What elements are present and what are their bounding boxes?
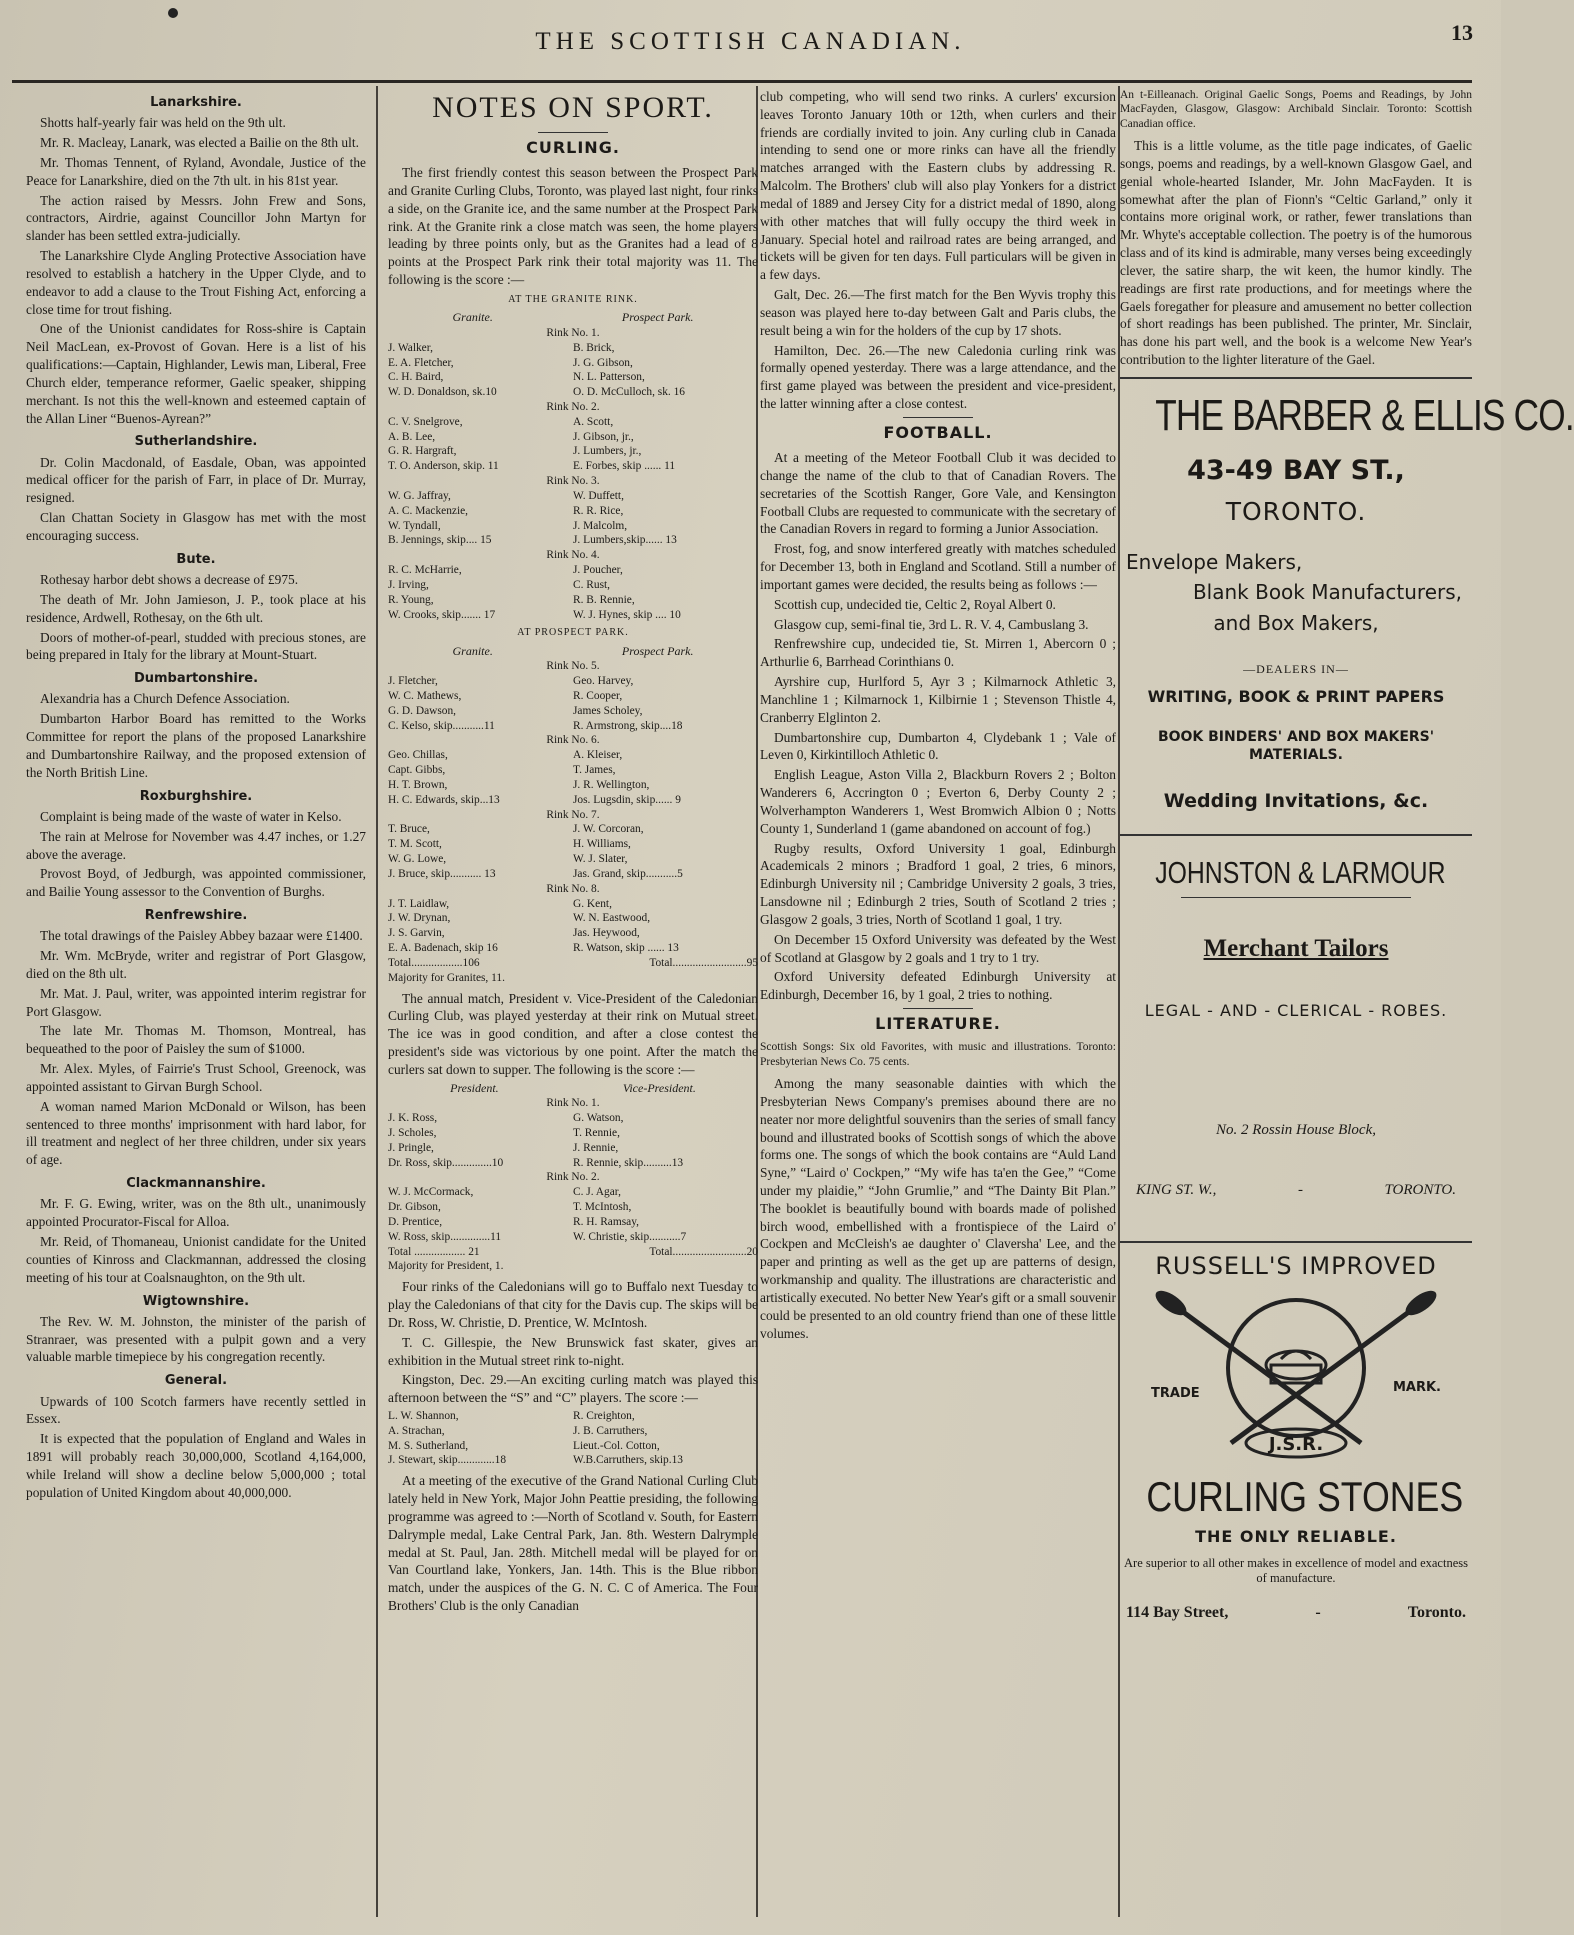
ad-johnston-larmour xyxy=(1120,852,1472,1201)
rink-right-team xyxy=(573,1111,758,1170)
total-right: Total..........................95 xyxy=(649,956,758,969)
ad-city: TORONTO. xyxy=(1384,1181,1456,1198)
article-paragraph: Hamilton, Dec. 26.—The new Caledonia curling rink was formally opened yesterday. There was a large attendance, and the first game played was between the president and vice-president, the latter winning after a close contest. xyxy=(760,342,1116,412)
literature-heading: LITERATURE. xyxy=(875,1014,1001,1034)
ad-address-line xyxy=(1120,1602,1472,1623)
trade-mark-logo xyxy=(1131,1293,1461,1463)
section-heading: Lanarkshire. xyxy=(150,95,242,110)
section-heading: Wigtownshire. xyxy=(142,1293,250,1309)
player-name: R. Creighton, xyxy=(573,1409,635,1422)
news-item: Provost Boyd, of Jedburgh, was appointed commissioner, and Bailie Young assessor to the Convention of Burghs. xyxy=(26,866,366,900)
rink-label: Rink No. 7. xyxy=(546,808,600,821)
ad-city: Toronto. xyxy=(1407,1603,1466,1621)
ad-russell-curling xyxy=(1120,1251,1472,1623)
ad-dash: - xyxy=(1297,1181,1303,1198)
rink-label: Rink No. 5. xyxy=(546,660,600,673)
ad-street: KING ST. W., xyxy=(1136,1181,1217,1198)
book-title: An t-Eilleanach. Original Gaelic Songs, Poems and Readings, by John MacFayden, Glasgow, Glasgow: Archibald Sinclair. Toronto: Scottish Canadian office. xyxy=(1120,89,1472,130)
player-name: A. B. Lee, xyxy=(388,430,436,443)
score-table-prospect xyxy=(388,644,758,986)
page-number: 13 xyxy=(1451,20,1473,45)
team-label: Prospect Park. xyxy=(621,643,694,658)
player-name: J. Walker, xyxy=(388,341,433,354)
total-left: Total .................. 21 xyxy=(388,1245,480,1258)
column-notes-on-sport xyxy=(388,88,758,1919)
player-name: H. C. Edwards, skip...13 xyxy=(388,793,500,806)
score-table-caledonian xyxy=(388,1081,758,1275)
player-name: J. K. Ross, xyxy=(388,1112,438,1125)
ad-barber-ellis xyxy=(1120,387,1574,814)
ad-robes: LEGAL - AND - CLERICAL - ROBES. xyxy=(1144,1000,1448,1020)
news-item: English League, Aston Villa 2, Blackburn Rovers 2 ; Bolton Wanderers 6, Accrington 0 ; Everton 6, Derby County 2 ; Wolverhampton Wanderers 1, West Bromwich Albion 0 ; Notts County 1, Sunderland 1 (game abandoned on account of fog.) xyxy=(760,767,1116,836)
player-name: T. M. Scott, xyxy=(388,838,442,851)
player-name: J. W. Corcoran, xyxy=(573,823,644,836)
total-left: Total..................106 xyxy=(388,956,480,969)
player-name: J. W. Drynan, xyxy=(388,912,451,925)
rink-lineup xyxy=(388,897,758,956)
rink-left-team xyxy=(388,341,573,400)
rink-lineup xyxy=(388,415,758,474)
ad-line: Envelope Makers, xyxy=(1126,549,1303,574)
news-item: Dr. Colin Macdonald, of Easdale, Oban, was appointed medical officer for the parish of Farr, in place of Dr. Murray, resigned. xyxy=(26,454,366,506)
player-name: A. Scott, xyxy=(573,415,614,428)
column-rule xyxy=(376,86,378,1917)
rink-label: Rink No. 1. xyxy=(546,326,600,339)
player-name: W. Tyndall, xyxy=(388,519,441,532)
rink-left-team xyxy=(388,674,573,733)
player-name: R. H. Ramsay, xyxy=(573,1215,640,1228)
news-item: Mr. Thomas Tennent, of Ryland, Avondale, Justice of the Peace for Lanarkshire, died on the 7th ult. in his 81st year. xyxy=(26,154,366,188)
rink-right-team xyxy=(573,341,758,400)
player-name: J. G. Gibson, xyxy=(573,356,633,369)
player-name: D. Prentice, xyxy=(388,1215,443,1228)
section-heading: Clackmannanshire. xyxy=(126,1176,266,1192)
ad-curling-stones: CURLING STONES xyxy=(1146,1472,1464,1520)
player-name: H. T. Brown, xyxy=(388,778,448,791)
player-name: A. C. Mackenzie, xyxy=(388,504,469,517)
article-paragraph: Galt, Dec. 26.—The first match for the Ben Wyvis trophy this season was played here to-day between Galt and Paris clubs, the result being a win for the holders of the cup by 17 shots. xyxy=(760,287,1116,338)
news-item: The action raised by Messrs. John Frew and Sons, contractors, Airdrie, against Councillor John Martyn for slander has been settled extra-judicially. xyxy=(26,192,366,244)
section-heading: Roxburghshire. xyxy=(139,788,253,804)
venue-heading: AT PROSPECT PARK. xyxy=(517,627,629,639)
rink-label: Rink No. 2. xyxy=(546,1171,600,1184)
article-paragraph: This is a little volume, as the title page indicates, of Gaelic songs, poems and readings, by a well-known Glasgow Gael, and genial whole-hearted Islander, Mr. John MacFayden. It is somewhat after the plan of Fionn's “Celtic Garland,” only it contains more original work, or rather, fewer translations than Mr. Whyte's acceptable collection. The poetry is of the humorous class and of its kind is admirable, many verses being exceedingly clever, the satire sharp, the wit keen, the humor kindly. The readings are first rate productions, and for meetings where the Gaels foregather for pleasure and amusement no better collection of short readings has been published. The printer, Mr. Sinclair, has done his part well, and the book is a welcome New Year's contribution to the lighter literature of the Gael. xyxy=(1120,138,1472,368)
article-paragraph: Frost, fog, and snow interfered greatly with matches scheduled for December 13, both in England and Scotland. Still a number of important games were decided, the results being as follows :— xyxy=(760,541,1116,592)
team-label: President. xyxy=(450,1080,499,1095)
section-heading: Dumbartonshire. xyxy=(133,671,259,687)
news-item: Scottish cup, undecided tie, Celtic 2, Royal Albert 0. xyxy=(774,596,1056,612)
news-item: Renfrewshire cup, undecided tie, St. Mirren 1, Abercorn 0 ; Arthurlie 6, Barrhead Corinthians 0. xyxy=(760,636,1116,670)
player-name: J. Fletcher, xyxy=(388,675,438,688)
player-name: R. C. McHarrie, xyxy=(388,564,462,577)
player-name: Lieut.-Col. Cotton, xyxy=(573,1439,660,1452)
player-name: C. Rust, xyxy=(573,578,611,591)
player-name: Dr. Gibson, xyxy=(388,1201,441,1214)
rink-left-team xyxy=(388,897,573,956)
news-item: Mr. F. G. Ewing, writer, was on the 8th ult., unanimously appointed Procurator-Fiscal for Alloa. xyxy=(26,1196,366,1230)
article-paragraph: At a meeting of the Meteor Football Club it was decided to change the name of the club to that of Canadian Rovers. The secretaries of the Scottish Ranger, Gore Vale, and Kensington Football Clubs are requested to communicate with the secretary of the Canadian Rovers in regard to forming a Junior Association. xyxy=(760,450,1116,537)
rink-lineup xyxy=(388,822,758,881)
player-name: W. N. Eastwood, xyxy=(573,912,651,925)
player-name: W. Christie, skip...........7 xyxy=(573,1230,687,1243)
news-item: Dumbarton Harbor Board has remitted to the Works Committee for report the plans of the proposed Lanarkshire and Dumbartonshire Railway, and the proposed extension of the North British Line. xyxy=(26,711,366,780)
player-name: E. Forbes, skip ...... 11 xyxy=(573,460,676,473)
rink-left-team xyxy=(388,822,573,881)
player-name: W. J. Hynes, skip .... 10 xyxy=(573,608,681,621)
news-item: The total drawings of the Paisley Abbey bazaar were £1400. xyxy=(40,928,363,944)
player-name: Dr. Ross, skip..............10 xyxy=(388,1156,504,1169)
article-paragraph: The annual match, President v. Vice-President of the Caledonian Curling Club, was played yesterday at their rink on Mutual street. The ice was in good condition, and after a close contest the president's side was victorious by one point. After the match the curlers sat down to supper. The following is the score :— xyxy=(388,990,758,1077)
player-name: R. Armstrong, skip....18 xyxy=(573,719,683,732)
score-table-granite xyxy=(388,310,758,622)
news-item: It is expected that the population of England and Wales in 1891 will probably reach 30,000,000, Scotland 4,164,000, while Ireland will show a decline below 5,000,000 ; total population of United Kingdom about 40,000,000. xyxy=(26,1431,366,1500)
divider xyxy=(538,132,608,133)
venue-heading: AT THE GRANITE RINK. xyxy=(508,293,638,305)
player-name: J. Poucher, xyxy=(573,564,623,577)
rink-label: Rink No. 2. xyxy=(546,400,600,413)
ad-wedding: Wedding Invitations, &c. xyxy=(1163,789,1429,812)
player-name: N. L. Patterson, xyxy=(573,371,645,384)
rink-label: Rink No. 1. xyxy=(546,1097,600,1110)
ad-city: TORONTO. xyxy=(1225,497,1367,527)
player-name: R. Cooper, xyxy=(573,689,623,702)
news-item: Clan Chattan Society in Glasgow has met with the most encouraging success. xyxy=(26,510,366,543)
player-name: J. Lumbers,skip...... 13 xyxy=(573,534,677,547)
section-heading: Bute. xyxy=(176,551,216,567)
divider xyxy=(903,417,973,418)
team-label: Prospect Park. xyxy=(621,310,694,325)
player-name: A. Strachan, xyxy=(388,1424,445,1437)
football-heading: FOOTBALL. xyxy=(883,422,993,442)
player-name: C. Kelso, skip...........11 xyxy=(388,719,495,732)
article-paragraph: At a meeting of the executive of the Grand National Curling Club lately held in New York, Major John Peattie presiding, the following programme was agreed to :—North of Scotland v. South, for Eastern Dalrymple medal, Lake Central Park, Jan. 8th. Western Dalrymple medal at St. Paul, Jan. 28th. Mitchell medal will be played for on Van Courtland lake, Yonkers, Jan. 14th. This is the Blue ribbon match, under the auspices of the G. N. C. C of America. The Four Brothers' Club is the only Canadian xyxy=(388,1473,758,1614)
player-name: Jas. Grand, skip...........5 xyxy=(573,867,683,880)
news-item: Rothesay harbor debt shows a decrease of £975. xyxy=(40,572,299,588)
rink-right-team xyxy=(573,748,758,807)
ad-rule xyxy=(1120,1241,1472,1243)
player-name: O. D. McCulloch, sk. 16 xyxy=(573,386,686,399)
score-total xyxy=(388,1245,758,1260)
column-literature-ads xyxy=(1120,88,1574,1919)
article-paragraph: Four rinks of the Caledonians will go to Buffalo next Tuesday to play the Caledonians of that city for the Davis cup. The skips will be Dr. Ross, W. Christie, D. Prentice, W. McIntosh. xyxy=(388,1279,758,1330)
player-name: J. Lumbers, jr., xyxy=(573,445,642,458)
player-name: W. G. Lowe, xyxy=(388,853,447,866)
player-name: Geo. Harvey, xyxy=(573,675,634,688)
rink-lineup xyxy=(388,1111,758,1170)
ad-superior: Are superior to all other makes in excellence of model and exactness of manufacture. xyxy=(1124,1555,1468,1585)
article-paragraph: T. C. Gillespie, the New Brunswick fast skater, gives an exhibition in the Mutual street rink to-night. xyxy=(388,1334,758,1368)
news-item: The late Mr. Thomas M. Thomson, Montreal, has bequeathed to the poor of Paisley the sum of $1000. xyxy=(26,1023,366,1057)
news-item: Glasgow cup, semi-final tie, 3rd L. R. V. 4, Cambuslang 3. xyxy=(774,616,1089,632)
rink-right-team xyxy=(573,674,758,733)
rink-lineup xyxy=(388,1185,758,1244)
news-item: On December 15 Oxford University was defeated by the West of Scotland at Glasgow by 2 goals and 1 try to 1 try. xyxy=(760,931,1116,965)
divider xyxy=(903,1008,973,1009)
player-name: R. Rennie, skip..........13 xyxy=(573,1156,684,1169)
player-name: W. C. Mathews, xyxy=(388,689,462,702)
news-item: Dumbartonshire cup, Dumbarton 4, Clydebank 1 ; Vale of Leven 0, Kirkintilloch Athletic 0. xyxy=(760,729,1116,763)
section-heading: Renfrewshire. xyxy=(144,908,248,924)
player-name: E. A. Badenach, skip 16 xyxy=(388,942,498,955)
player-name: J. Stewart, skip.............18 xyxy=(388,1454,507,1467)
news-item: Upwards of 100 Scotch farmers have recently settled in Essex. xyxy=(26,1393,366,1427)
player-name: Jos. Lugsdin, skip...... 9 xyxy=(573,793,681,806)
news-item: Mr. Mat. J. Paul, writer, was appointed interim registrar for Port Glasgow. xyxy=(26,985,366,1019)
player-name: T. O. Anderson, skip. 11 xyxy=(388,460,499,473)
player-name: J. S. Garvin, xyxy=(388,927,445,940)
player-name: G. D. Dawson, xyxy=(388,704,457,717)
player-name: C. V. Snelgrove, xyxy=(388,415,463,428)
player-name: R. Young, xyxy=(388,593,434,606)
ad-dash: - xyxy=(1315,1603,1321,1621)
player-name: C. J. Agar, xyxy=(573,1186,621,1199)
total-right: Total..........................20 xyxy=(649,1245,758,1258)
rink-label: Rink No. 6. xyxy=(546,734,600,747)
rink-lineup xyxy=(388,748,758,807)
news-item: Alexandria has a Church Defence Association. xyxy=(40,691,290,707)
player-name: W. J. Slater, xyxy=(573,853,628,866)
player-name: W.B.Carruthers, skip.13 xyxy=(573,1454,683,1467)
curling-heading: CURLING. xyxy=(526,137,620,157)
player-name: J. Bruce, skip........... 13 xyxy=(388,867,496,880)
trade-label: TRADE xyxy=(1151,1385,1200,1401)
ad-rule xyxy=(1120,377,1472,379)
news-item: Oxford University defeated Edinburgh University at Edinburgh, December 16, by 1 goal, 2 tries to nothing. xyxy=(760,969,1116,1003)
news-item: The rain at Melrose for November was 4.47 inches, or 1.27 above the average. xyxy=(26,828,366,862)
news-item: Mr. Wm. McBryde, writer and registrar of Port Glasgow, died on the 8th ult. xyxy=(26,948,366,981)
player-name: G. R. Hargraft, xyxy=(388,445,457,458)
ad-address: No. 2 Rossin House Block, xyxy=(1216,1121,1376,1138)
ad-papers: WRITING, BOOK & PRINT PAPERS xyxy=(1147,687,1445,707)
news-item: The Rev. W. M. Johnston, the minister of the parish of Stranraer, was presented with a pulpit gown and a very valuable marble timepiece by his congregation recently. xyxy=(26,1313,366,1365)
player-name: Jas. Heywood, xyxy=(573,927,640,940)
news-item: The death of Mr. John Jamieson, J. P., took place at his residence, Ardwell, Rothesay, on the 6th ult. xyxy=(26,591,366,625)
score-total xyxy=(388,956,758,971)
player-name: R. R. Rice, xyxy=(573,504,624,517)
player-name: B. Brick, xyxy=(573,341,615,354)
player-name: T. McIntosh, xyxy=(573,1201,632,1214)
player-name: J. Scholes, xyxy=(388,1126,437,1139)
rink-label: Rink No. 3. xyxy=(546,475,600,488)
column-sport-continued xyxy=(760,88,1116,1919)
rink-right-team xyxy=(573,897,758,956)
team-label: Vice-President. xyxy=(622,1080,696,1095)
news-item: Doors of mother-of-pearl, studded with precious stones, are being prepared in Italy for the library at Mount-Stuart. xyxy=(26,629,366,663)
player-name: W. G. Jaffray, xyxy=(388,489,451,502)
rink-label: Rink No. 4. xyxy=(546,549,600,562)
player-name: A. Kleiser, xyxy=(573,749,623,762)
ad-merchant-tailors: Merchant Tailors xyxy=(1203,935,1389,963)
ad-title: JOHNSTON & LARMOUR xyxy=(1155,855,1446,891)
article-paragraph: Among the many seasonable dainties with which the Presbyterian News Company's premises abound there are no neater nor more delightful souvenirs than the series of small fancy bound and illustrated books of Scottish songs of which the above forms one. The songs of which the book contains are “Auld Land Syne,” “Laird o' Cockpen,” “My wife has ta'en the Gee,” “Come under my plaidie,” “John Grumlie,” and “The Dainty Bit Plan.” The booklet is beautifully bound with boards made of polished birch wood, embellished with a frontispiece of the Laird o' Cockpen and McCleish's ae daughter o' Claversha' Lee, and the paper and printing as well as the get up are patterns of design, workmanship and quality. The illustrations are characteristic and artistically executed. No better New Year's gift or a small souvenir could be presented to an old country friend than one of these little volumes. xyxy=(760,1076,1116,1341)
column-county-news xyxy=(26,88,366,1919)
ad-underline xyxy=(1181,897,1411,898)
player-name: R. Watson, skip ...... 13 xyxy=(573,942,679,955)
rink-left-team xyxy=(388,1111,573,1170)
rink-lineup xyxy=(388,341,758,400)
player-name: W. Duffett, xyxy=(573,489,624,502)
ad-street-line xyxy=(1120,1181,1472,1201)
player-name: W. J. McCormack, xyxy=(388,1186,474,1199)
rink-lineup xyxy=(388,489,758,548)
news-item: Complaint is being made of the waste of water in Kelso. xyxy=(40,808,342,824)
team-label: Granite. xyxy=(452,310,493,325)
ad-line: and Box Makers, xyxy=(1213,610,1379,635)
rink-right-team xyxy=(573,822,758,881)
rink-right-team xyxy=(573,415,758,474)
ad-title: THE BARBER & ELLIS CO. xyxy=(1155,390,1574,440)
player-name: Geo. Chillas, xyxy=(388,749,448,762)
rink-left-team xyxy=(388,489,573,548)
player-name: M. S. Sutherland, xyxy=(388,1439,469,1452)
ad-line: Blank Book Manufacturers, xyxy=(1192,580,1462,605)
player-name: James Scholey, xyxy=(573,704,643,717)
ad-address: 43-49 BAY ST., xyxy=(1187,455,1405,487)
initials-label: J.S.R. xyxy=(1268,1433,1324,1455)
player-name: W. Ross, skip..............11 xyxy=(388,1230,502,1243)
article-paragraph: Kingston, Dec. 29.—An exciting curling match was played this afternoon between the “S” and “C” players. The score :— xyxy=(388,1372,758,1406)
player-name: G. Watson, xyxy=(573,1112,624,1125)
player-name: T. Rennie, xyxy=(573,1126,620,1139)
player-name: R. B. Rennie, xyxy=(573,593,635,606)
rink-right-team xyxy=(573,489,758,548)
news-item: A woman named Marion McDonald or Wilson, has been sentenced to three months' imprisonment with hard labor, for ill treatment and neglect of her three children, under six years of age. xyxy=(26,1098,366,1168)
player-name: J. T. Laidlaw, xyxy=(388,897,450,910)
player-name: C. H. Baird, xyxy=(388,371,444,384)
player-name: L. W. Shannon, xyxy=(388,1409,459,1422)
section-heading: Sutherlandshire. xyxy=(134,434,258,450)
ad-street: 114 Bay Street, xyxy=(1126,1603,1229,1621)
rink-lineup xyxy=(388,563,758,622)
news-item: Mr. Reid, of Thomaneau, Unionist candidate for the United counties of Kinross and Clackmannan, addressed the closing meeting of his tour at Coalsnaughton, on the 9th ult. xyxy=(26,1234,366,1285)
ad-only-reliable: THE ONLY RELIABLE. xyxy=(1195,1527,1397,1547)
news-item: Rugby results, Oxford University 1 goal, Edinburgh Academicals 2 minors ; Bradford 1 goal, 2 tries, 6 minors, Edinburgh University nil ; Cambridge University 2 goals, 3 tries, Lansdowne nil ; Edinburgh 2 tries, South of Scotland 2 tries ; Glasgow 2 goals, 3 tries, North of Scotland 1 goal, 1 try. xyxy=(760,840,1116,927)
news-item: The Lanarkshire Clyde Angling Protective Association have resolved to establish a hatchery in the Upper Clyde, and to endeavor to add a clause to the Trout Fishing Act, enforcing a close time for trout fishing. xyxy=(26,248,366,317)
score-table-kingston xyxy=(388,1409,758,1468)
rink-right-team xyxy=(573,563,758,622)
mark-label: MARK. xyxy=(1392,1379,1441,1395)
news-item: Mr. R. Macleay, Lanark, was elected a Bailie on the 8th ult. xyxy=(40,135,359,151)
news-item: One of the Unionist candidates for Ross-shire is Captain Neil MacLean, ex-Provost of Govan. Here is a list of his qualifications:—Captain, Highlander, Lewis man, Liberal, Free Church elder, temperance reformer, Gaelic speaker, shipping merchant. Is not this the well-known and esteemed captain of the Allan Liner “Buenos-Ayrean?” xyxy=(26,321,366,426)
rink-left-team xyxy=(388,563,573,622)
player-name: J. Pringle, xyxy=(388,1141,434,1154)
news-item: Shotts half-yearly fair was held on the 9th ult. xyxy=(40,115,286,131)
article-paragraph: club competing, who will send two rinks. A curlers' excursion leaves Toronto January 10th or 12th, when curlers and their friends are cordially invited to join. Any curling club in Canada intending to send one or more rinks can have all the friendly matches arranged with the Eastern clubs by addressing R. Malcolm. The Brothers' club will also play Yonkers for a district medal of 1889 and Jersey City for a district medal of 1890, along with other matches that will fully occupy the third week in January. Special hotel and railroad rates are being arranged, and tickets will be given for ten days. Full particulars will be given in a few days. xyxy=(760,89,1116,283)
player-name: T. James, xyxy=(573,764,616,777)
team-label: Granite. xyxy=(452,643,493,658)
ink-spot xyxy=(168,8,178,18)
masthead: THE SCOTTISH CANADIAN. xyxy=(535,28,966,55)
player-name: J. B. Carruthers, xyxy=(573,1424,648,1437)
player-name: W. D. Donaldson, sk.10 xyxy=(388,386,497,399)
rink-left-team xyxy=(388,748,573,807)
section-heading: General. xyxy=(164,1373,228,1389)
player-name: E. A. Fletcher, xyxy=(388,356,454,369)
player-name: B. Jennings, skip.... 15 xyxy=(388,534,492,547)
rink-label: Rink No. 8. xyxy=(546,882,600,895)
player-name: Capt. Gibbs, xyxy=(388,764,446,777)
player-name: J. Rennie, xyxy=(573,1141,619,1154)
player-name: J. Irving, xyxy=(388,578,429,591)
player-name: J. Gibson, jr., xyxy=(573,430,634,443)
majority: Majority for Granites, 11. xyxy=(388,971,505,984)
rink-right-team xyxy=(573,1185,758,1244)
player-name: J. Malcolm, xyxy=(573,519,628,532)
notes-on-sport-heading: NOTES ON SPORT. xyxy=(432,91,714,124)
book-title: Scottish Songs: Six old Favorites, with music and illustrations. Toronto: Presbyterian News Co. 75 cents. xyxy=(760,1041,1116,1068)
rink-left-team xyxy=(388,1185,573,1244)
rink-left-team xyxy=(388,415,573,474)
player-name: J. R. Wellington, xyxy=(573,778,650,791)
ad-binders: BOOK BINDERS' AND BOX MAKERS' MATERIALS. xyxy=(1157,728,1435,764)
player-name: T. Bruce, xyxy=(388,823,430,836)
majority: Majority for President, 1. xyxy=(388,1260,504,1273)
news-item: Ayrshire cup, Hurlford 5, Ayr 3 ; Kilmarnock Athletic 3, Manchline 1 ; Kilmarnock 1, Kilbirnie 1 ; Stevenson Thistle 4, Cranberry Elglinton 2. xyxy=(760,674,1116,725)
article-paragraph: The first friendly contest this season between the Prospect Park and Granite Curling Clubs, Toronto, was played last night, four rinks a side, on the Granite ice, and the same number at the Prospect Park rink. At the Granite rink a close match was seen, the home players leading by three points only, but as the Granites had a lead of 8 points at the Prospect Park rink their total majority was 11. The following is the score :— xyxy=(388,165,758,288)
player-name: G. Kent, xyxy=(573,897,612,910)
rink-lineup xyxy=(388,674,758,733)
player-name: H. Williams, xyxy=(573,838,631,851)
ad-title: RUSSELL'S IMPROVED xyxy=(1155,1251,1437,1280)
news-item: Mr. Alex. Myles, of Fairrie's Trust School, Greenock, was appointed assistant to Girvan Burgh School. xyxy=(26,1061,366,1094)
player-name: W. Crooks, skip....... 17 xyxy=(388,608,496,621)
ad-dealers: —DEALERS IN— xyxy=(1243,662,1349,677)
masthead-rule xyxy=(12,80,1472,83)
ad-rule xyxy=(1120,834,1472,836)
